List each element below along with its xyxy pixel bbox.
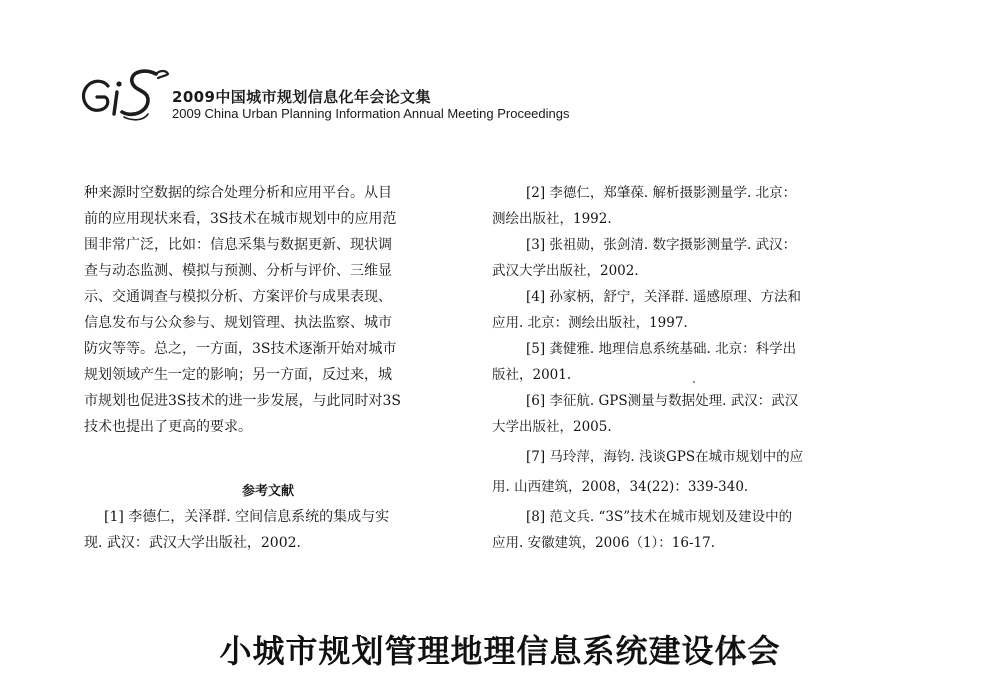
reference-line: 武汉大学出版社，2002. <box>492 263 639 279</box>
gis-logo <box>78 64 172 126</box>
reference-line: 版社，2001. <box>492 367 572 383</box>
body-line: 示、交通调查与模拟分析、方案评价与成果表现、 <box>84 289 392 305</box>
references-heading: 参考文献 <box>242 484 295 499</box>
reference-line: [6] 李征航. GPS测量与数据处理. 武汉：武汉 <box>526 393 799 409</box>
reference-line: [5] 龚健雅. 地理信息系统基础. 北京：科学出 <box>526 341 797 357</box>
next-article-title: 小城市规划管理地理信息系统建设体会 <box>219 632 781 670</box>
proceedings-title-zh: 2009中国城市规划信息化年会论文集 <box>172 88 431 106</box>
reference-line: 现. 武汉：武汉大学出版社，2002. <box>84 535 301 551</box>
reference-line: 测绘出版社，1992. <box>492 211 612 227</box>
reference-line: [7] 马玲萍，海钧. 浅谈GPS在城市规划中的应 <box>526 449 804 465</box>
body-line: 市规划也促进3S技术的进一步发展，与此同时对3S <box>84 393 401 409</box>
body-line: 防灾等等。总之，一方面，3S技术逐渐开始对城市 <box>84 341 397 357</box>
body-line: 规划领域产生一定的影响；另一方面，反过来，城 <box>84 367 392 383</box>
body-line: 技术也提出了更高的要求。 <box>84 419 252 435</box>
body-line: 围非常广泛，比如：信息采集与数据更新、现状调 <box>84 237 392 253</box>
proceedings-title-en: 2009 China Urban Planning Information Annual Meeting Proceedings <box>172 106 570 121</box>
reference-line: 用. 山西建筑，2008，34(22)：339-340. <box>492 479 749 495</box>
reference-line: 应用. 安徽建筑，2006（1）：16-17. <box>492 535 715 551</box>
reference-line: 大学出版社，2005. <box>492 419 612 435</box>
body-line: 种来源时空数据的综合处理分析和应用平台。从目 <box>84 185 392 201</box>
reference-line: [2] 李德仁，郑肇葆. 解析摄影测量学. 北京： <box>526 185 797 201</box>
reference-line: [8] 范文兵. “3S”技术在城市规划及建设中的 <box>526 509 793 525</box>
reference-line: 应用. 北京：测绘出版社，1997. <box>492 315 688 331</box>
reference-line: [3] 张祖勋，张剑清. 数字摄影测量学. 武汉： <box>526 237 797 253</box>
body-line: 信息发布与公众参与、规划管理、执法监察、城市 <box>84 315 392 331</box>
reference-line: [1] 李德仁，关泽群. 空间信息系统的集成与实 <box>104 509 390 525</box>
reference-line: [4] 孙家柄，舒宁，关泽群. 遥感原理、方法和 <box>526 289 801 305</box>
scan-speck <box>693 381 695 383</box>
body-line: 查与动态监测、模拟与预测、分析与评价、三维显 <box>84 263 392 279</box>
body-line: 前的应用现状来看，3S技术在城市规划中的应用范 <box>84 211 397 227</box>
